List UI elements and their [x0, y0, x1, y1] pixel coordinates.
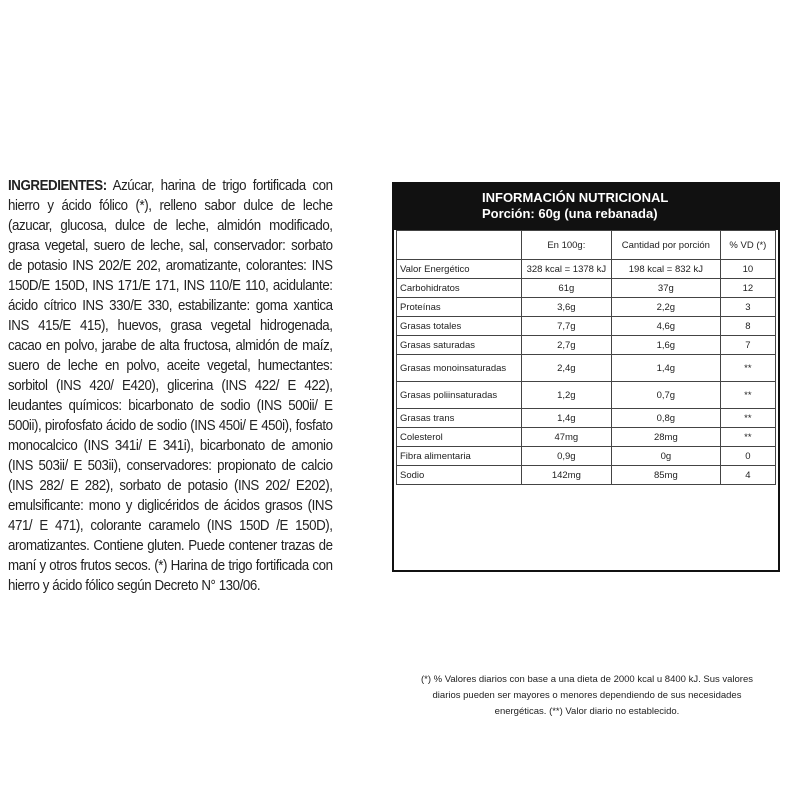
value-per-100g: 1,2g [521, 382, 611, 409]
table-row [397, 447, 776, 466]
nutrient-name: Sodio [397, 466, 522, 485]
table-row [397, 355, 776, 382]
value-per-100g: 3,6g [521, 298, 611, 317]
value-per-portion: 0,8g [611, 409, 720, 428]
value-per-portion: 4,6g [611, 317, 720, 336]
table-row [397, 336, 776, 355]
ingredients-label: INGREDIENTES: [8, 178, 107, 194]
nutrient-name: Valor Energético [397, 260, 522, 279]
nutrient-name: Grasas poliinsaturadas [397, 382, 522, 409]
value-per-portion: 1,4g [611, 355, 720, 382]
header-cell-per-portion: Cantidad por porción [611, 231, 720, 260]
nutrition-table [396, 230, 776, 485]
nutrient-name: Fibra alimentaria [397, 447, 522, 466]
value-per-100g: 61g [521, 279, 611, 298]
daily-value-percent: 12 [720, 279, 775, 298]
nutrition-footnote: (*) % Valores diarios con base a una dieta de 2000 kcal u 8400 kJ. Sus valores diarios pueden ser mayores o menores dependiendo de sus necesidades energéticas. (**) Valor diario no establecido. [421, 674, 753, 717]
nutrition-header [394, 184, 778, 230]
ingredients-paragraph [8, 176, 333, 596]
daily-value-percent: ** [720, 428, 775, 447]
daily-value-percent: 8 [720, 317, 775, 336]
table-row [397, 279, 776, 298]
table-row [397, 382, 776, 409]
table-row [397, 260, 776, 279]
ingredients-text: Azúcar, harina de trigo fortificada con hierro y ácido fólico (*), relleno sabor dulce de leche (azucar, glucosa, dulce de leche, almidón modificado, grasa vegetal, suero de leche, sal, conservador: sorbato de potasio INS 202/E 202, aromatizante, colorantes: INS 150D/E 150D, INS 171/E 171, INS 110/E 110, acidulante: ácido cítrico INS 330/E 330, estabilizante: goma xantica INS 415/E 415), huevos, grasa vegetal hidrogenada, cacao en polvo, jarabe de alta fructosa, almidón de maíz, suero de leche en polvo, aceite vegetal, humectantes: sorbitol (INS 420/ E420), glicerina (INS 422/ E 422), leudantes químicos: bicarbonato de sodio (INS 500ii/ E 500ii), pirofosfato ácido de sodio (INS 450i/ E 450i), fosfato monocalcico (INS 341i/ E 341i), bicarbonato de amonio (INS 503ii/ E 503ii), conservadores: propionato de calcio (INS 282/ E 282), sorbato de potasio (INS 202/ E202), emulsificante: mono y diglicéridos de ácidos grasos (INS 471/ E 471), colorante caramelo (INS 150D /E 150D), aromatizantes. Contiene gluten. Puede contener trazas de maní y otros frutos secos. (*) Harina de trigo fortificada con hierro y ácido fólico según Decreto N° 130/06. [8, 178, 333, 594]
table-row [397, 466, 776, 485]
table-row [397, 409, 776, 428]
daily-value-percent: 7 [720, 336, 775, 355]
daily-value-percent: ** [720, 382, 775, 409]
table-row [397, 317, 776, 336]
nutrient-name: Grasas saturadas [397, 336, 522, 355]
value-per-100g: 1,4g [521, 409, 611, 428]
daily-value-percent: ** [720, 355, 775, 382]
nutrient-name: Grasas monoinsaturadas [397, 355, 522, 382]
value-per-100g: 2,7g [521, 336, 611, 355]
header-cell-daily-value: % VD (*) [720, 231, 775, 260]
value-per-100g: 328 kcal = 1378 kJ [521, 260, 611, 279]
daily-value-percent: 0 [720, 447, 775, 466]
table-header-row [397, 231, 776, 260]
value-per-100g: 47mg [521, 428, 611, 447]
nutrient-name: Colesterol [397, 428, 522, 447]
table-row [397, 428, 776, 447]
value-per-100g: 0,9g [521, 447, 611, 466]
value-per-100g: 2,4g [521, 355, 611, 382]
table-row [397, 298, 776, 317]
daily-value-percent: ** [720, 409, 775, 428]
nutrition-title: INFORMACIÓN NUTRICIONAL [482, 190, 669, 205]
nutrient-name: Grasas totales [397, 317, 522, 336]
nutrient-name: Carbohidratos [397, 279, 522, 298]
nutrient-name: Grasas trans [397, 409, 522, 428]
nutrition-portion: Porción: 60g (una rebanada) [482, 206, 658, 221]
daily-value-percent: 10 [720, 260, 775, 279]
nutrition-facts-panel [392, 182, 780, 717]
value-per-portion: 37g [611, 279, 720, 298]
daily-value-percent: 3 [720, 298, 775, 317]
value-per-portion: 0g [611, 447, 720, 466]
header-cell-nutrient [397, 231, 522, 260]
nutrient-name: Proteínas [397, 298, 522, 317]
value-per-100g: 142mg [521, 466, 611, 485]
value-per-portion: 28mg [611, 428, 720, 447]
daily-value-percent: 4 [720, 466, 775, 485]
value-per-portion: 2,2g [611, 298, 720, 317]
value-per-portion: 1,6g [611, 336, 720, 355]
value-per-portion: 0,7g [611, 382, 720, 409]
value-per-portion: 198 kcal = 832 kJ [611, 260, 720, 279]
header-cell-per-100g: En 100g: [521, 231, 611, 260]
value-per-portion: 85mg [611, 466, 720, 485]
value-per-100g: 7,7g [521, 317, 611, 336]
